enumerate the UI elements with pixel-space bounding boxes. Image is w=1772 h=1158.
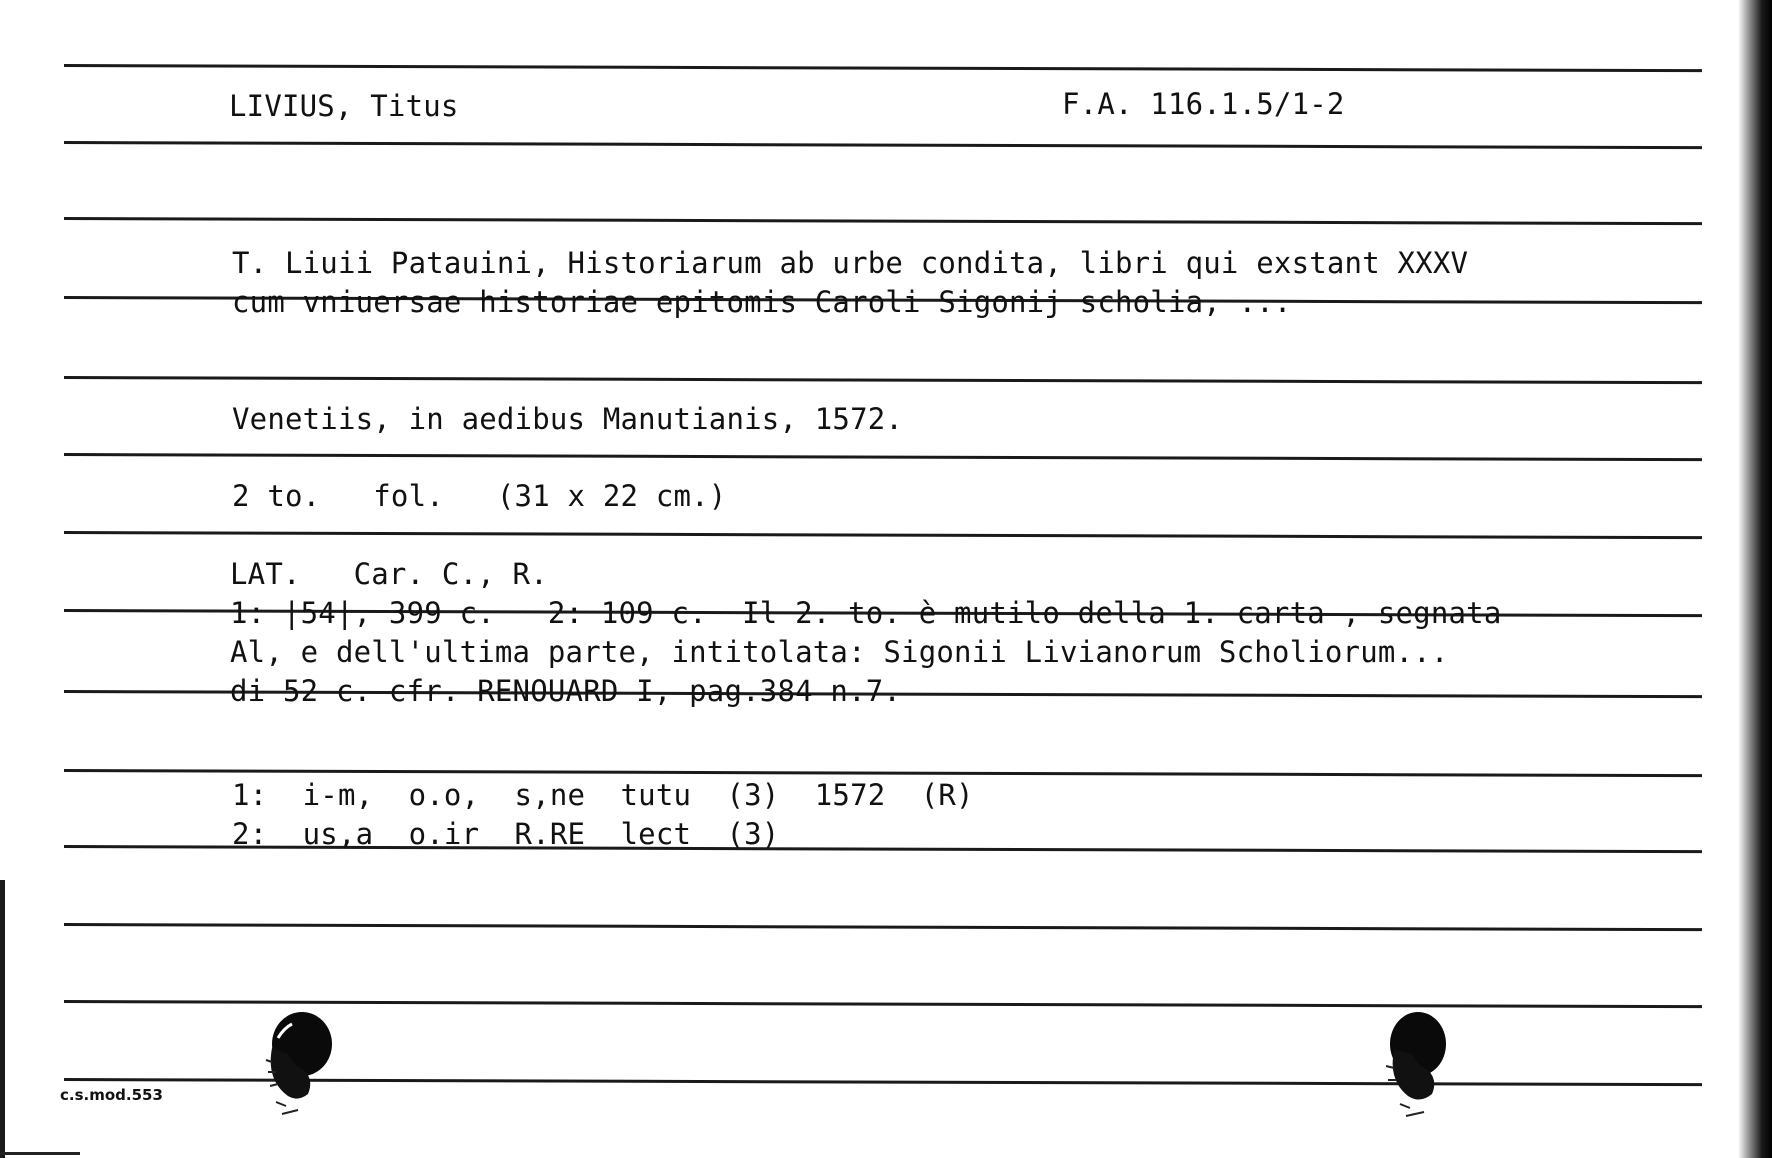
ruled-line xyxy=(64,217,1702,225)
punch-hole-left-icon xyxy=(258,1010,338,1130)
scan-edge-bottom xyxy=(0,1152,80,1155)
notes-line-3: Al, e dell'ultima parte, intitolata: Sigonii Livianorum Scholiorum... xyxy=(230,635,1449,669)
ruled-line xyxy=(64,141,1702,149)
fingerprint-line-1: 1: i-m, o.o, s,ne tutu (3) 1572 (R) xyxy=(232,778,974,812)
imprint: Venetiis, in aedibus Manutianis, 1572. xyxy=(232,402,904,436)
ruled-line xyxy=(64,64,1702,72)
ruled-line xyxy=(64,923,1702,931)
fingerprint-line-2: 2: us,a o.ir R.RE lect (3) xyxy=(232,817,780,851)
notes-line-2: 1: |54|, 399 c. 2: 109 c. Il 2. to. è mutilo della 1. carta , segnata xyxy=(230,596,1502,630)
scan-edge-right xyxy=(1738,0,1772,1158)
ruled-line xyxy=(64,1000,1702,1008)
form-code: c.s.mod.553 xyxy=(60,1086,163,1104)
ruled-line xyxy=(64,769,1702,777)
scan-edge-left xyxy=(0,880,5,1158)
punch-hole-right-icon xyxy=(1378,1010,1458,1130)
ruled-line xyxy=(64,453,1702,461)
ruled-line xyxy=(64,376,1702,384)
notes-line-4: di 52 c. cfr. RENOUARD I, pag.384 n.7. xyxy=(230,674,902,708)
author-heading: LIVIUS, Titus xyxy=(229,89,459,123)
ruled-line xyxy=(64,531,1702,539)
notes-line-1: LAT. Car. C., R. xyxy=(230,557,548,591)
title-line-1: T. Liuii Patauini, Historiarum ab urbe condita, libri qui exstant XXXV xyxy=(232,246,1469,280)
title-line-2: cum vniuersae historiae epitomis Caroli Sigonij scholia, ... xyxy=(232,285,1292,319)
physical-description: 2 to. fol. (31 x 22 cm.) xyxy=(232,479,727,513)
shelfmark: F.A. 116.1.5/1-2 xyxy=(1062,87,1345,121)
